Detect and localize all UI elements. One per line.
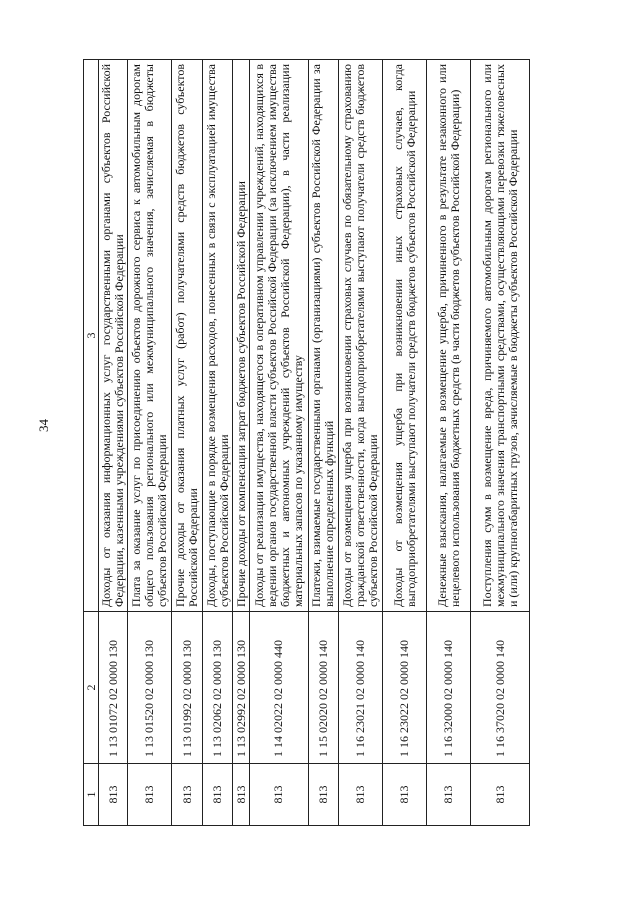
admin-code-cell: 813 — [383, 764, 427, 826]
table-row — [308, 60, 338, 826]
table-row — [128, 60, 172, 826]
description-cell: Доходы от возмещения ущерба при возникновении иных страховых случаев, когда выгодоприобретателями выступают получатели средств бюджетов субъектов Российской Федерации — [383, 60, 427, 612]
admin-code-cell: 813 — [172, 764, 202, 826]
description-cell: Денежные взыскания, налагаемые в возмещение ущерба, причиненного в результате незаконного или нецелевого использования бюджетных средств (в части бюджетов субъектов Российской Федерации) — [427, 60, 471, 612]
revenue-codes-table — [83, 59, 530, 826]
description-cell: Поступления сумм в возмещение вреда, причиняемого автомобильным дорогам регионального или межмуниципального значения транспортными средствами, осуществляющими перевозки тяжеловесных и (или) крупногабаритных грузов, зачисляемые в бюджеты субъектов Российской Федерации — [471, 60, 530, 612]
header-col-2: 2 — [84, 612, 99, 764]
kbk-cell: 1 16 23022 02 0000 140 — [383, 612, 427, 764]
header-col-1: 1 — [84, 764, 99, 826]
rotated-table-container — [83, 60, 530, 826]
description-cell: Доходы, поступающие в порядке возмещения расходов, понесенных в связи с эксплуатацией имущества субъектов Российской Федерации — [202, 60, 232, 612]
kbk-cell: 1 16 37020 02 0000 140 — [471, 612, 530, 764]
description-cell: Прочие доходы от компенсации затрат бюджетов субъектов Российской Федерации — [233, 60, 250, 612]
table-header-row — [84, 60, 99, 826]
admin-code-cell: 813 — [202, 764, 232, 826]
table-row — [427, 60, 471, 826]
kbk-cell: 1 14 02022 02 0000 440 — [249, 612, 308, 764]
kbk-cell: 1 15 02020 02 0000 140 — [308, 612, 338, 764]
header-col-3: 3 — [84, 60, 99, 612]
kbk-cell: 1 13 02992 02 0000 130 — [233, 612, 250, 764]
kbk-cell: 1 13 02062 02 0000 130 — [202, 612, 232, 764]
page-number: 34 — [36, 419, 51, 432]
description-cell: Прочие доходы от оказания платных услуг (работ) получателями средств бюджетов субъектов Российской Федерации — [172, 60, 202, 612]
table-row — [172, 60, 202, 826]
description-cell: Доходы от реализации имущества, находящегося в оперативном управлении учреждений, находящихся в ведении органов государственной власти субъектов Российской Федерации (за исключением имущества бюджетных и автономных учреждений субъектов Российской Федерации), в части реализации материальных запасов по указанному имуществу — [249, 60, 308, 612]
admin-code-cell: 813 — [249, 764, 308, 826]
description-cell: Плата за оказание услуг по присоединению объектов дорожного сервиса к автомобильным дорогам общего пользования регионального или межмуниципального значения, зачисляемая в бюджеты субъектов Российской Федерации — [128, 60, 172, 612]
description-cell: Доходы от оказания информационных услуг государственными органами субъектов Российской Федерации, казенными учреждениями субъектов Российской Федерации — [99, 60, 128, 612]
table-row — [249, 60, 308, 826]
kbk-cell: 1 13 01072 02 0000 130 — [99, 612, 128, 764]
admin-code-cell: 813 — [233, 764, 250, 826]
table-row — [202, 60, 232, 826]
table-row — [471, 60, 530, 826]
admin-code-cell: 813 — [99, 764, 128, 826]
table-row — [99, 60, 128, 826]
kbk-cell: 1 13 01992 02 0000 130 — [172, 612, 202, 764]
admin-code-cell: 813 — [128, 764, 172, 826]
kbk-cell: 1 16 32000 02 0000 140 — [427, 612, 471, 764]
description-cell: Доходы от возмещения ущерба при возникновении страховых случаев по обязательному страхованию гражданской ответственности, когда выгодоприобретателями выступают получатели средств бюджетов субъектов Российской Федерации — [339, 60, 383, 612]
kbk-cell: 1 13 01520 02 0000 130 — [128, 612, 172, 764]
table-row — [383, 60, 427, 826]
admin-code-cell: 813 — [339, 764, 383, 826]
admin-code-cell: 813 — [308, 764, 338, 826]
admin-code-cell: 813 — [427, 764, 471, 826]
table-row — [233, 60, 250, 826]
kbk-cell: 1 16 23021 02 0000 140 — [339, 612, 383, 764]
admin-code-cell: 813 — [471, 764, 530, 826]
table-row — [339, 60, 383, 826]
description-cell: Платежи, взимаемые государственными органами (организациями) субъектов Российской Федерации за выполнение определенных функций — [308, 60, 338, 612]
